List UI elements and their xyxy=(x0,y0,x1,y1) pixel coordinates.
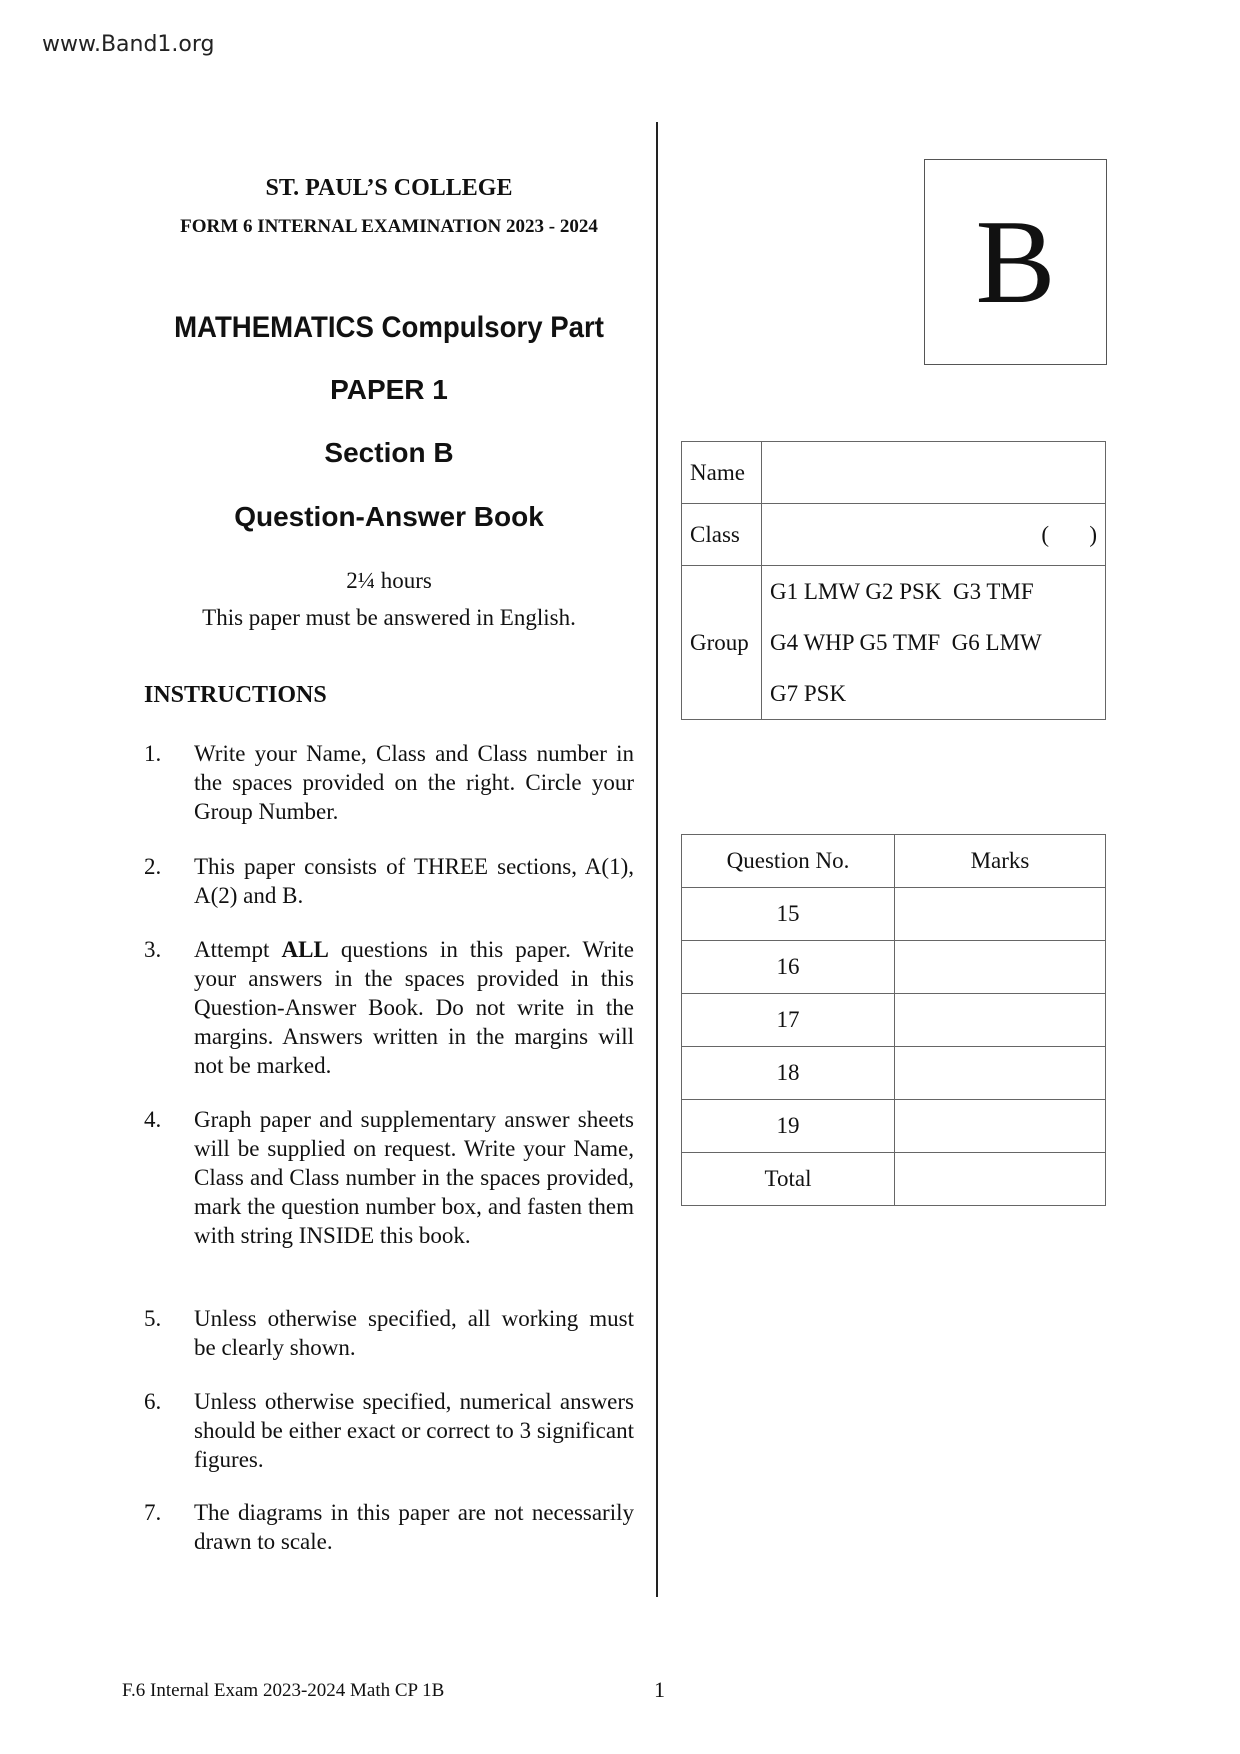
item-text: The diagrams in this paper are not necessarily drawn to scale. xyxy=(194,1500,634,1554)
instructions-heading: INSTRUCTIONS xyxy=(144,682,327,708)
marks-table xyxy=(681,834,1106,1206)
marks-cell xyxy=(895,1047,1106,1100)
marks-cell xyxy=(895,1100,1106,1153)
school-name: ST. PAUL’S COLLEGE xyxy=(265,175,513,201)
book-title: Question-Answer Book xyxy=(234,501,544,532)
total-marks-cell xyxy=(895,1153,1106,1206)
table-row xyxy=(682,994,1106,1047)
class-label: Class xyxy=(682,504,762,566)
name-label: Name xyxy=(682,442,762,504)
name-field[interactable] xyxy=(762,442,1106,504)
section-letter-box: B xyxy=(924,159,1107,365)
question-number: 18 xyxy=(682,1047,895,1100)
item-text: Write your Name, Class and Class number in the spaces provided on the right. Circle your Group Number. xyxy=(194,741,634,824)
instruction-item xyxy=(144,935,634,1080)
question-number: 19 xyxy=(682,1100,895,1153)
instruction-item xyxy=(144,1105,634,1250)
table-row xyxy=(682,1047,1106,1100)
subject-title: MATHEMATICS Compulsory Part xyxy=(174,311,604,344)
instruction-item xyxy=(144,1304,634,1362)
instruction-item xyxy=(144,1387,634,1474)
class-field[interactable]: ( ) xyxy=(762,504,1106,566)
marks-cell xyxy=(895,941,1106,994)
page-number: 1 xyxy=(654,1677,665,1702)
table-row xyxy=(682,941,1106,994)
group-label: Group xyxy=(682,566,762,720)
instruction-item xyxy=(144,852,634,910)
item-text-rest: questions in this paper. Write your answers in the spaces provided in this Question-Answer Book. Do not write in the margins. Answers written in the margins will not be marked. xyxy=(194,937,634,1078)
group-options[interactable] xyxy=(762,566,1106,720)
marks-cell xyxy=(895,994,1106,1047)
item-text-pre: Attempt xyxy=(194,937,282,962)
footer-text: F.6 Internal Exam 2023-2024 Math CP 1B xyxy=(122,1680,445,1701)
item-number: 5. xyxy=(144,1306,162,1331)
item-text: Graph paper and supplementary answer sheets will be supplied on request. Write your Name, Class and Class number in the spaces provided, mark the question number box, and fasten them with string INSIDE this book. xyxy=(194,1107,634,1248)
header-question-no: Question No. xyxy=(682,835,895,888)
item-text: Unless otherwise specified, all working must be clearly shown. xyxy=(194,1306,634,1360)
group-line[interactable]: G1 LMW G2 PSK G3 TMF xyxy=(770,579,1034,604)
instruction-item xyxy=(144,739,634,826)
header-marks: Marks xyxy=(895,835,1106,888)
paper-title: PAPER 1 xyxy=(330,374,448,405)
marks-cell xyxy=(895,888,1106,941)
item-text-bold: ALL xyxy=(281,937,329,962)
group-line[interactable]: G7 PSK xyxy=(770,681,847,706)
section-title: Section B xyxy=(324,437,454,468)
question-number: 16 xyxy=(682,941,895,994)
item-text xyxy=(194,935,634,1080)
item-text: This paper consists of THREE sections, A(1), A(2) and B. xyxy=(194,854,634,908)
item-number: 2. xyxy=(144,854,162,879)
student-info-table xyxy=(681,441,1106,720)
item-number: 1. xyxy=(144,741,162,766)
group-line[interactable]: G4 WHP G5 TMF G6 LMW xyxy=(770,630,1042,655)
total-label: Total xyxy=(682,1153,895,1206)
watermark: www.Band1.org xyxy=(42,32,215,57)
item-text: Unless otherwise specified, numerical answers should be either exact or correct to 3 significant figures. xyxy=(194,1389,634,1472)
table-row xyxy=(682,888,1106,941)
item-number: 4. xyxy=(144,1107,162,1132)
instruction-item xyxy=(144,1498,634,1556)
item-number: 7. xyxy=(144,1500,162,1525)
question-number: 17 xyxy=(682,994,895,1047)
exam-title: FORM 6 INTERNAL EXAMINATION 2023 - 2024 xyxy=(180,216,598,237)
question-number: 15 xyxy=(682,888,895,941)
item-number: 6. xyxy=(144,1389,162,1414)
table-row xyxy=(682,1100,1106,1153)
language-note: This paper must be answered in English. xyxy=(202,605,576,630)
table-row xyxy=(682,1153,1106,1206)
duration: 2¼ hours xyxy=(346,568,432,593)
item-number: 3. xyxy=(144,937,162,962)
